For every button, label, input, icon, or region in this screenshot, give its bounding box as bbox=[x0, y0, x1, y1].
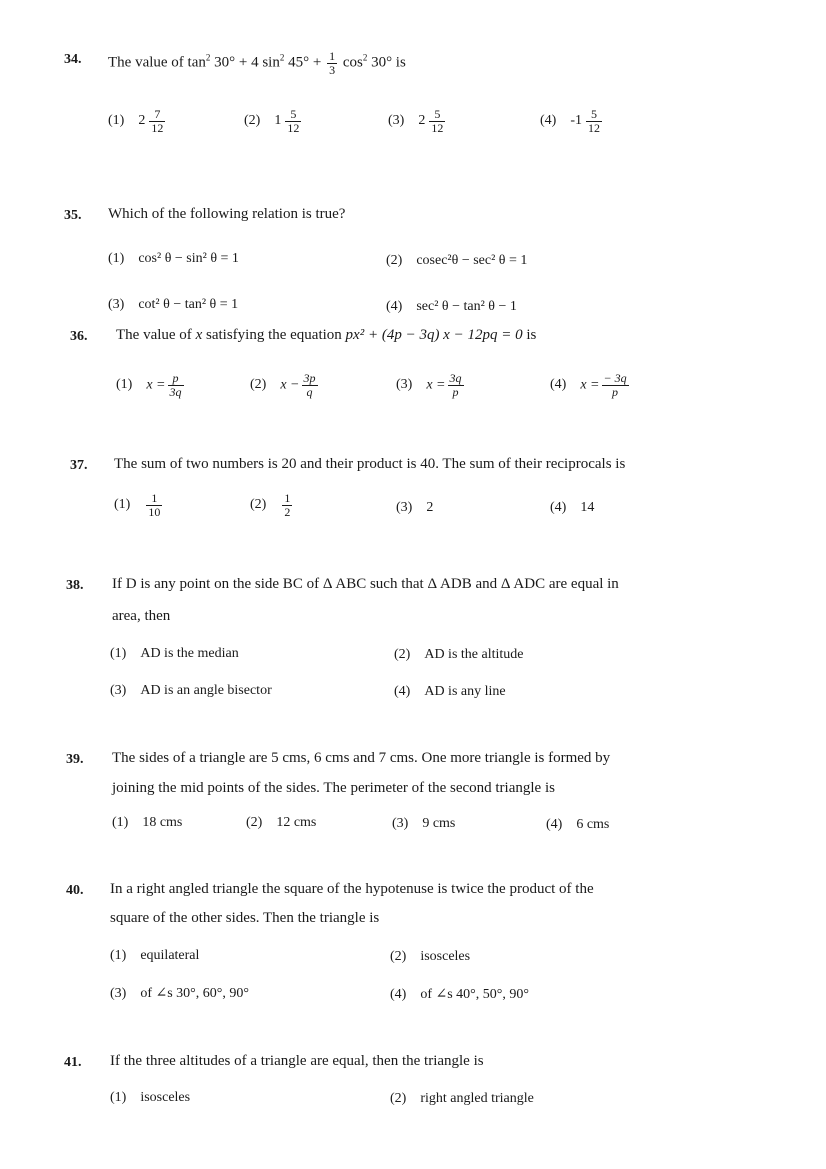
question-stem: If the three altitudes of a triangle are equal, then the triangle is bbox=[110, 1053, 484, 1069]
option-2[interactable]: (2) cosec²θ − sec² θ = 1 bbox=[386, 253, 528, 268]
question-number: 38. bbox=[66, 578, 84, 593]
option-3[interactable]: (3) of ∠s 30°, 60°, 90° bbox=[110, 986, 249, 1001]
option-1[interactable]: (1) isosceles bbox=[110, 1090, 191, 1105]
option-3[interactable]: (3) 9 cms bbox=[392, 816, 456, 831]
option-3[interactable]: (3) x = $\frac{3q}{p}$ bbox=[396, 371, 462, 399]
option-3[interactable]: (3) AD is an angle bisector bbox=[110, 683, 272, 698]
fraction: $\frac{1}{3}$ bbox=[329, 49, 336, 77]
option-4[interactable]: (4) x = $\frac{- 3q}{p}$ bbox=[550, 371, 627, 399]
question-stem: The sum of two numbers is 20 and their product is 40. The sum of their reciprocals is bbox=[114, 456, 626, 472]
option-4[interactable]: (4) AD is any line bbox=[394, 684, 506, 699]
option-3[interactable]: (3) 2 bbox=[396, 500, 434, 515]
option-2[interactable]: (2) right angled triangle bbox=[390, 1091, 534, 1106]
option-1[interactable]: (1) 2 $\frac{7}{12}$ bbox=[108, 107, 164, 135]
option-4[interactable]: (4) of ∠s 40°, 50°, 90° bbox=[390, 987, 529, 1002]
question-stem: The value of x satisfying the equation px² + (4p − 3q) x − 12pq = 0 is bbox=[116, 327, 537, 343]
option-2[interactable]: (2) AD is the altitude bbox=[394, 647, 524, 662]
option-1[interactable]: (1) $\frac{1}{10}$ bbox=[114, 491, 161, 519]
option-2[interactable]: (2) 1 $\frac{5}{12}$ bbox=[244, 107, 300, 135]
question-number: 41. bbox=[64, 1055, 82, 1070]
option-1[interactable]: (1) AD is the median bbox=[110, 646, 239, 661]
question-stem: Which of the following relation is true? bbox=[108, 206, 346, 222]
question-number: 35. bbox=[64, 208, 82, 223]
option-2[interactable]: (2) isosceles bbox=[390, 949, 471, 964]
question-stem: If D is any point on the side BC of Δ ABC such that Δ ADB and Δ ADC are equal in bbox=[112, 576, 619, 592]
option-2[interactable]: (2) $\frac{1}{2}$ bbox=[250, 491, 291, 519]
question-number: 37. bbox=[70, 458, 88, 473]
option-1[interactable]: (1) equilateral bbox=[110, 948, 200, 963]
question-stem: The value of $\tan^2 30^\circ + 4$ $\sin^2 45^\circ$ + $\frac{1}{3}$ $\cos^2 30^\circ$ is bbox=[108, 49, 406, 77]
question-stem-continued: area, then bbox=[112, 608, 171, 624]
option-1[interactable]: (1) x = $\frac{p}{3q}$ bbox=[116, 371, 182, 399]
option-2[interactable]: (2) x − $\frac{3p}{q}$ bbox=[250, 371, 316, 399]
option-4[interactable]: (4) -1 $\frac{5}{12}$ bbox=[540, 107, 600, 135]
option-1[interactable]: (1) 18 cms bbox=[112, 815, 183, 830]
question-number: 39. bbox=[66, 752, 84, 767]
question-number: 36. bbox=[70, 329, 88, 344]
option-4[interactable]: (4) 6 cms bbox=[546, 817, 610, 832]
question-stem-continued: joining the mid points of the sides. The perimeter of the second triangle is bbox=[112, 780, 555, 796]
question-stem: In a right angled triangle the square of the hypotenuse is twice the product of the bbox=[110, 881, 594, 897]
question-stem: The sides of a triangle are 5 cms, 6 cms and 7 cms. One more triangle is formed by bbox=[112, 750, 611, 766]
option-4[interactable]: (4) 14 bbox=[550, 500, 595, 515]
question-number: 34. bbox=[64, 52, 82, 67]
question-stem-continued: square of the other sides. Then the triangle is bbox=[110, 910, 380, 926]
option-3[interactable]: (3) cot² θ − tan² θ = 1 bbox=[108, 297, 239, 312]
option-1[interactable]: (1) cos² θ − sin² θ = 1 bbox=[108, 251, 239, 266]
question-number: 40. bbox=[66, 883, 84, 898]
option-2[interactable]: (2) 12 cms bbox=[246, 815, 317, 830]
option-3[interactable]: (3) 2 $\frac{5}{12}$ bbox=[388, 107, 444, 135]
option-4[interactable]: (4) sec² θ − tan² θ − 1 bbox=[386, 299, 517, 314]
